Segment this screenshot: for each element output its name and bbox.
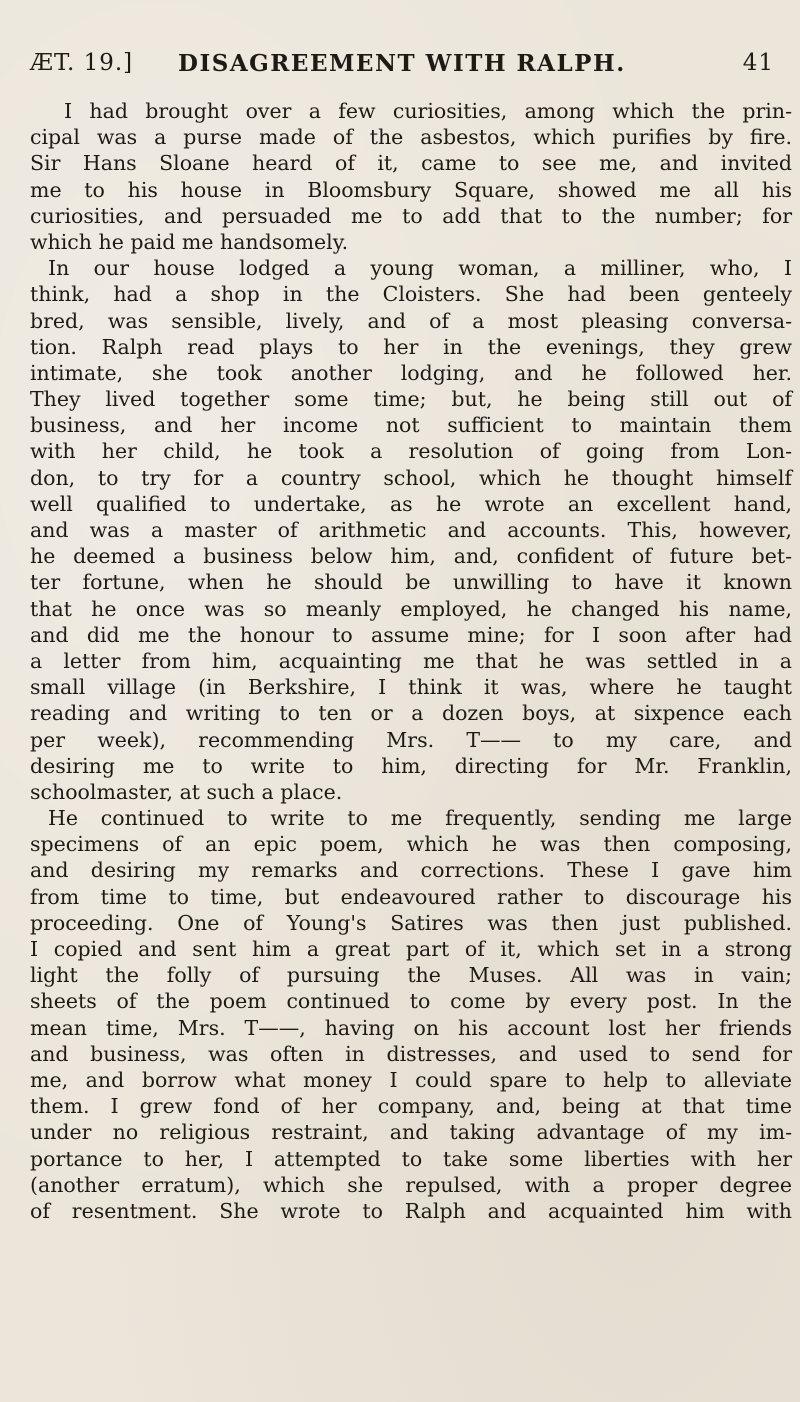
text-line: that he once was so meanly employed, he changed his name, bbox=[30, 596, 792, 621]
text-line: he deemed a business below him, and, confident of future bet- bbox=[30, 544, 792, 569]
text-line: proceeding. One of Young's Satires was then just published. bbox=[30, 910, 792, 935]
page-number: 41 bbox=[742, 50, 774, 76]
text-line: and did me the honour to assume mine; for I soon after had bbox=[30, 622, 792, 647]
text-line: from time to time, but endeavoured rather to discourage his bbox=[30, 884, 792, 909]
chapter-age-marker: ÆT. 19.] bbox=[30, 50, 134, 76]
text-line: specimens of an epic poem, which he was then composing, bbox=[30, 832, 792, 857]
page-heading: DISAGREEMENT WITH RALPH. bbox=[178, 50, 626, 77]
text-line: He continued to write to me frequently, sending me large bbox=[48, 806, 792, 831]
body-text bbox=[30, 98, 792, 1224]
text-line: sheets of the poem continued to come by every post. In the bbox=[30, 989, 792, 1014]
text-line: which he paid me handsomely. bbox=[30, 229, 349, 254]
text-line: mean time, Mrs. T——, having on his account lost her friends bbox=[30, 1015, 792, 1040]
text-line: me, and borrow what money I could spare to help to alleviate bbox=[30, 1067, 792, 1092]
text-line: business, and her income not sufficient to maintain them bbox=[30, 413, 792, 438]
text-line: ter fortune, when he should be unwilling to have it known bbox=[30, 570, 792, 595]
text-line: light the folly of pursuing the Muses. All was in vain; bbox=[30, 963, 792, 988]
text-line: In our house lodged a young woman, a milliner, who, I bbox=[48, 256, 792, 281]
text-line: reading and writing to ten or a dozen boys, at sixpence each bbox=[30, 701, 792, 726]
text-line: don, to try for a country school, which he thought himself bbox=[30, 465, 792, 490]
text-line: think, had a shop in the Cloisters. She had been genteely bbox=[30, 282, 792, 307]
text-line: and was a master of arithmetic and accounts. This, however, bbox=[30, 518, 792, 542]
text-line: schoolmaster, at such a place. bbox=[30, 779, 343, 804]
text-line: bred, was sensible, lively, and of a most pleasing conversa- bbox=[30, 308, 792, 333]
text-line: Sir Hans Sloane heard of it, came to see me, and invited bbox=[30, 151, 792, 176]
text-line: small village (in Berkshire, I think it was, where he taught bbox=[30, 675, 792, 700]
text-line: curiosities, and persuaded me to add that to the number; for bbox=[30, 203, 792, 228]
text-line: of resentment. She wrote to Ralph and acquainted him with bbox=[30, 1198, 792, 1223]
text-line: per week), recommending Mrs. T—— to my care, and bbox=[30, 727, 792, 752]
text-line: tion. Ralph read plays to her in the evenings, they grew bbox=[30, 334, 792, 359]
text-line: portance to her, I attempted to take some liberties with her bbox=[30, 1146, 792, 1171]
text-line: They lived together some time; but, he being still out of bbox=[30, 387, 792, 412]
text-line: a letter from him, acquainting me that he was settled in a bbox=[30, 648, 792, 673]
text-line: intimate, she took another lodging, and he followed her. bbox=[30, 360, 792, 385]
text-line: and desiring my remarks and corrections. These I gave him bbox=[30, 858, 792, 883]
text-line: under no religious restraint, and taking advantage of my im- bbox=[30, 1120, 792, 1145]
text-line: them. I grew fond of her company, and, being at that time bbox=[30, 1094, 792, 1119]
running-head bbox=[30, 50, 780, 90]
text-line: well qualified to undertake, as he wrote an excellent hand, bbox=[30, 491, 792, 516]
text-line: (another erratum), which she repulsed, with a proper degree bbox=[30, 1172, 792, 1197]
text-line: desiring me to write to him, directing for Mr. Franklin, bbox=[30, 753, 792, 778]
text-line: and business, was often in distresses, and used to send for bbox=[30, 1041, 792, 1066]
text-line: cipal was a purse made of the asbestos, which purifies by fire. bbox=[30, 125, 792, 150]
text-line: with her child, he took a resolution of going from Lon- bbox=[30, 439, 792, 464]
text-line: I had brought over a few curiosities, among which the prin- bbox=[64, 99, 792, 123]
text-line: me to his house in Bloomsbury Square, showed me all his bbox=[30, 177, 792, 202]
text-line: I copied and sent him a great part of it, which set in a strong bbox=[30, 937, 792, 961]
